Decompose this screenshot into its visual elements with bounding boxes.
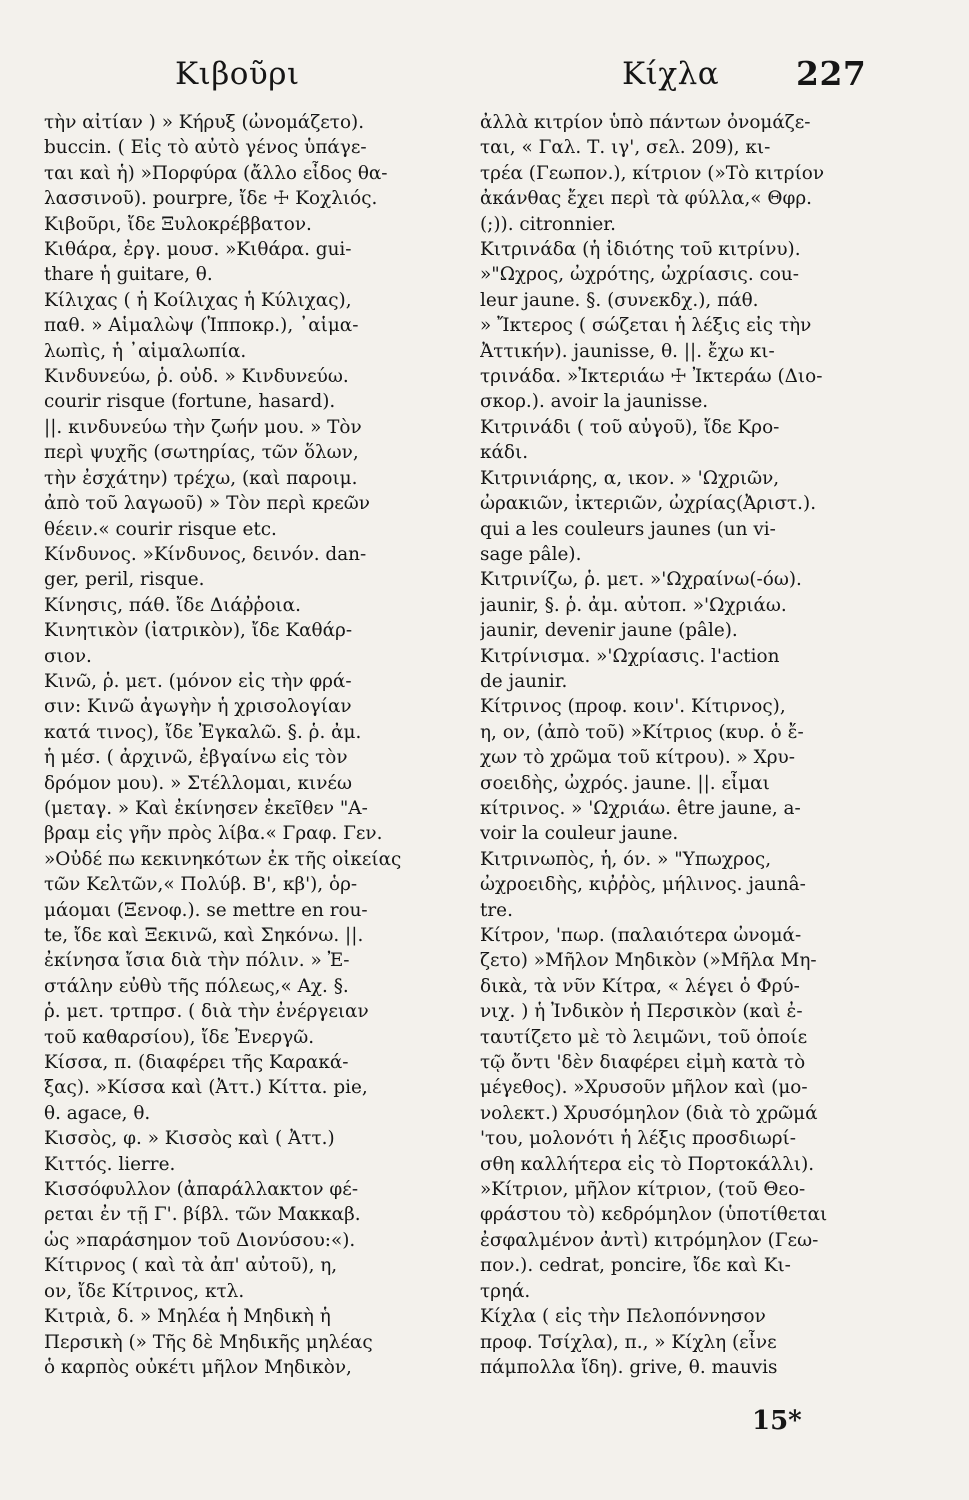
text-line: φράστου τὸ) κεδρόμηλον (ὑποτίθεται — [480, 1204, 828, 1226]
text-line: η, ον, (ἀπὸ τοῦ) »Κίτριος (κυρ. ὁ ἔ- — [480, 721, 804, 743]
text-line: Κίτιρνος ( καὶ τὰ ἀπ' αὐτοῦ), η, — [44, 1255, 338, 1277]
text-line: ὡς »παράσημον τοῦ Διονύσου:«). — [44, 1229, 356, 1251]
text-line: νολεκτ.) Χρυσόμηλον (διὰ τὸ χρῶμά — [480, 1102, 818, 1124]
text-line: τοῦ καθαρσίου), ἴδε Ἐνεργῶ. — [44, 1026, 315, 1048]
text-line: ον, ἴδε Κίτρινος, κτλ. — [44, 1280, 245, 1302]
text-line: τὴν ἐσχάτην) τρέχω, (καὶ παροιμ. — [44, 467, 358, 489]
text-line: τῶν Κελτῶν,« Πολύβ. Β', κβ'), ὁρ- — [44, 874, 358, 896]
text-line: ὠρακιῶν, ἰκτεριῶν, ὠχρίας(Ἀριστ.). — [480, 493, 817, 515]
text-line: courir risque (fortune, hasard). — [44, 391, 336, 413]
text-line: jaunir, devenir jaune (pâle). — [480, 620, 738, 642]
text-line: tre. — [480, 899, 513, 921]
text-line: ἐσφαλμένον ἀντὶ) κιτρόμηλον (Γεω- — [480, 1229, 819, 1251]
text-line: περὶ ψυχῆς (σωτηρίας, τῶν ὅλων, — [44, 442, 359, 464]
text-line: Κιτρινίζω, ῥ. μετ. »'Ωχραίνω(-όω). — [480, 569, 802, 591]
text-line: δρόμον μου). » Στέλλομαι, κινέω — [44, 772, 352, 794]
text-line: ζετο) »Μῆλον Μηδικὸν (»Μῆλα Μη- — [480, 950, 817, 972]
text-line: Περσικὴ (» Τῆς δὲ Μηδικῆς μηλέας — [44, 1331, 373, 1353]
text-line: πάμπολλα ἴδη). grive, θ. mauvis — [480, 1356, 778, 1378]
text-line: λασσινοῦ). pourpre, ἴδε ☩ Κοχλιός. — [44, 188, 378, 210]
text-line: νιχ. ) ἡ Ἰνδικὸν ἡ Περσικὸν (καὶ ἐ- — [480, 1001, 803, 1023]
text-line: λωπὶς, ἡ ᾿αἱμαλωπία. — [44, 340, 247, 362]
text-line: voir la couleur jaune. — [480, 823, 679, 845]
text-line: μάομαι (Ξενοφ.). se mettre en rou- — [44, 899, 368, 921]
text-line: Κισσόφυλλον (ἀπαράλλακτον φέ- — [44, 1179, 359, 1201]
text-line: Κιτρινιάρης, α, ικον. » 'Ωχριῶν, — [480, 467, 780, 489]
text-line: (μεταγ. » Καὶ ἐκίνησεν ἐκεῖθεν "Α- — [44, 797, 368, 819]
text-line: jaunir, §. ῥ. ἀμ. αὐτοπ. »'Ωχριάω. — [480, 594, 787, 616]
text-line: »Οὐδέ πω κεκινηκότων ἐκ τῆς οἰκείας — [44, 848, 402, 870]
signature-mark: 15* — [752, 1406, 802, 1436]
text-line: Κίνησις, πάθ. ἴδε Διάῤῥοια. — [44, 594, 301, 616]
text-line: θέειν.« courir risque etc. — [44, 518, 277, 540]
text-line: te, ἴδε καὶ Ξεκινῶ, καὶ Σηκόνω. ||. — [44, 925, 364, 946]
text-line: » Ἴκτερος ( σώζεται ἡ λέξις εἰς τὴν — [480, 315, 812, 337]
text-line: Κιτριὰ, δ. » Μηλέα ἡ Μηδικὴ ἡ — [44, 1306, 331, 1328]
text-line: Κίλιχας ( ἡ Κοίλιχας ἡ Κύλιχας), — [44, 289, 352, 311]
text-line: προφ. Τσίχλα), π., » Κίχλη (εἶνε — [480, 1331, 777, 1353]
text-line: qui a les couleurs jaunes (un vi- — [480, 518, 776, 540]
text-line: Κίτρον, 'πωρ. (παλαιότερα ὠνομά- — [480, 925, 802, 946]
text-line: τὴν αἰτίαν ) » Κήρυξ (ὠνομάζετο). — [44, 112, 365, 133]
text-line: κίτρινος. » 'Ωχριάω. être jaune, a- — [480, 797, 801, 819]
text-line: τρηά. — [480, 1280, 531, 1302]
text-line: ξας). »Κίσσα καὶ (Ἀττ.) Κίττα. pie, — [44, 1077, 368, 1099]
text-line: μέγεθος). »Χρυσοῦν μῆλον καὶ (μο- — [480, 1077, 808, 1099]
text-line: ὁ καρπὸς οὐκέτι μῆλον Μηδικὸν, — [44, 1356, 352, 1378]
text-line: σκορ.). avoir la jaunisse. — [480, 391, 709, 413]
text-line: buccin. ( Εἰς τὸ αὐτὸ γένος ὑπάγε- — [44, 137, 367, 159]
text-line: Κίχλα ( εἰς τὴν Πελοπόννησον — [480, 1306, 766, 1328]
right-column — [480, 110, 880, 1380]
text-line: leur jaune. §. (συνεκδχ.), πάθ. — [480, 289, 759, 311]
text-line: ῥ. μετ. τρτπρσ. ( διὰ τὴν ἐνέργειαν — [44, 1001, 369, 1023]
text-line: »"Ωχρος, ὠχρότης, ὠχρίασις. cou- — [480, 264, 799, 286]
text-line: ἀπὸ τοῦ λαγωοῦ) » Τὸν περὶ κρεῶν — [44, 493, 370, 515]
text-line: σιν: Κινῶ ἀγωγὴν ἡ χρισολογίαν — [44, 696, 352, 718]
text-line: θ. agace, θ. — [44, 1102, 151, 1124]
text-line: Κιττός. lierre. — [44, 1153, 176, 1175]
text-line: ||. κινδυνεύω τὴν ζωήν μου. » Τὸν — [44, 416, 362, 438]
text-line: κατά τινος), ἴδε Ἐγκαλῶ. §. ῥ. ἀμ. — [44, 721, 362, 743]
text-line: στάλην εὐθὺ τῆς πόλεως,« Αχ. §. — [44, 975, 349, 997]
text-line: Κιτρινάδι ( τοῦ αὐγοῦ), ἴδε Κρο- — [480, 416, 780, 438]
text-line: Κίτρινος (προφ. κοιν'. Κίτιρνος), — [480, 696, 786, 718]
text-line: Κινητικὸν (ἰατρικὸν), ἴδε Καθάρ- — [44, 620, 353, 642]
text-line: thare ἡ guitare, θ. — [44, 264, 213, 286]
text-line: ger, peril, risque. — [44, 569, 205, 591]
text-line: τῷ ὄντι 'δὲν διαφέρει εἰμὴ κατὰ τὸ — [480, 1052, 806, 1074]
text-line: τρέα (Γεωπον.), κίτριον (»Τὸ κιτρίον — [480, 162, 825, 184]
text-line: Κίσσα, π. (διαφέρει τῆς Καρακά- — [44, 1052, 349, 1074]
text-line: παθ. » Αἱμαλὼψ (Ἱπποκρ.), ᾿αἱμα- — [44, 315, 359, 337]
text-line: Κιτρίνισμα. »'Ωχρίασις. l'action — [480, 645, 780, 667]
text-line: Κινῶ, ῥ. μετ. (μόνον εἰς τὴν φρά- — [44, 670, 352, 692]
page-number: 227 — [796, 54, 867, 93]
text-line: πον.). cedrat, poncire, ἴδε καὶ Κι- — [480, 1255, 791, 1277]
text-line: Ἀττικήν). jaunisse, θ. ||. ἔχω κι- — [480, 340, 775, 362]
text-line: ἀλλὰ κιτρίον ὑπὸ πάντων ὀνομάζε- — [480, 112, 811, 133]
text-line: σιον. — [44, 645, 92, 667]
text-line: Κιτρινάδα (ἡ ἰδιότης τοῦ κιτρίνυ). — [480, 239, 801, 261]
text-line: τρινάδα. »Ἰκτεριάω ☩ Ἰκτεράω (Διο- — [480, 366, 823, 388]
text-line: »Κίτριον, μῆλον κίτριον, (τοῦ Θεο- — [480, 1179, 806, 1201]
running-head-left: Κιβοῦρι — [175, 56, 300, 92]
text-line: (;)). citronnier. — [480, 213, 616, 235]
text-line: de jaunir. — [480, 670, 568, 692]
text-line: σοειδὴς, ὠχρός. jaune. ||. εἶμαι — [480, 772, 770, 794]
text-line: χων τὸ χρῶμα τοῦ κίτρου). » Χρυ- — [480, 747, 795, 769]
text-line: ἡ μέσ. ( ἀρχινῶ, ἐβγαίνω εἰς τὸν — [44, 747, 348, 769]
text-line: Κινδυνεύω, ῥ. οὐδ. » Κινδυνεύω. — [44, 366, 349, 388]
text-line: δικὰ, τὰ νῦν Κίτρα, « λέγει ὁ Φρύ- — [480, 975, 800, 997]
text-line: ταυτίζετο μὲ τὸ λειμῶνι, τοῦ ὁποίε — [480, 1026, 808, 1048]
text-line: ρεται ἐν τῇ Γ'. βίβλ. τῶν Μακκαβ. — [44, 1204, 361, 1226]
text-line: sage pâle). — [480, 543, 582, 565]
text-line: ἀκάνθας ἔχει περὶ τὰ φύλλα,« Θφρ. — [480, 188, 813, 210]
running-head-right: Κίχλα — [622, 56, 720, 92]
text-line: Κισσὸς, φ. » Κισσὸς καὶ ( Ἀττ.) — [44, 1128, 335, 1150]
text-line: Κίνδυνος. »Κίνδυνος, δεινόν. dan- — [44, 543, 367, 565]
text-line: ὠχροειδὴς, κιῤῥὸς, μήλινος. jaunâ- — [480, 874, 806, 896]
text-line: σθη καλλήτερα εἰς τὸ Πορτοκάλλι). — [480, 1153, 815, 1175]
text-line: Κιβοῦρι, ἴδε Ξυλοκρέββατον. — [44, 213, 312, 235]
text-line: Κιθάρα, ἐργ. μουσ. »Κιθάρα. gui- — [44, 239, 352, 261]
text-line: ται, « Γαλ. Τ. ιγ', σελ. 209), κι- — [480, 137, 771, 159]
text-line: κάδι. — [480, 442, 529, 464]
text-line: βραμ εἰς γῆν πρὸς λίβα.« Γραφ. Γεν. — [44, 823, 383, 845]
text-line: ἐκίνησα ἴσια διὰ τὴν πόλιν. » Ἐ- — [44, 950, 350, 972]
text-line: ται καὶ ἡ) »Πορφύρα (ἄλλο εἶδος θα- — [44, 162, 388, 184]
text-line: 'του, μολονότι ἡ λέξις προσδιωρί- — [480, 1128, 796, 1150]
text-line: Κιτρινωπὸς, ἡ, όν. » "Υπωχρος, — [480, 848, 772, 870]
left-column — [44, 110, 444, 1380]
